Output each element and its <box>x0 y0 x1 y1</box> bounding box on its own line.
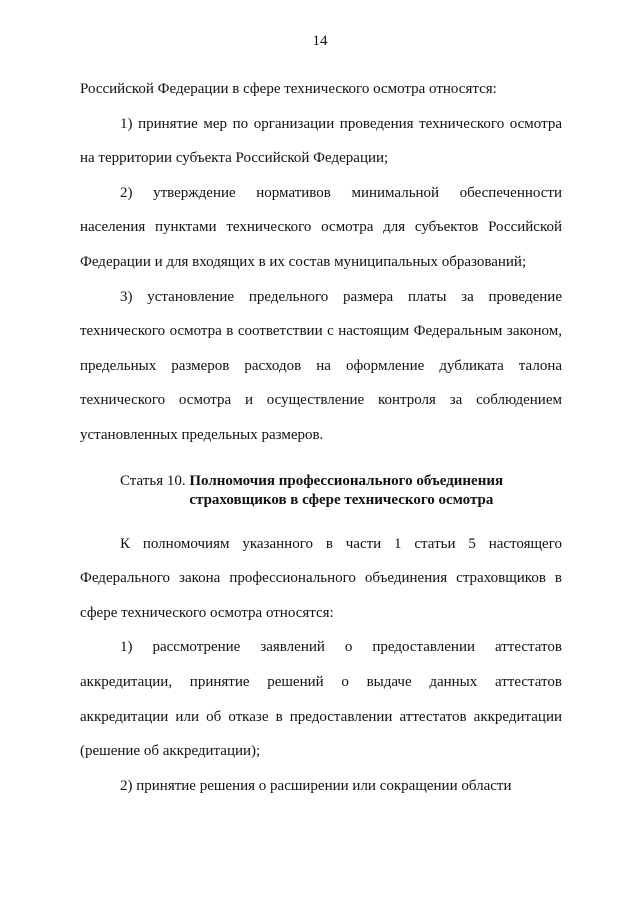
list-item: 1) рассмотрение заявлений о предоставлении аттестатов аккредитации, принятие решений о выдаче данных аттестатов аккредитации или об отказе в предоставлении аттестатов аккредитации (решение об аккредитации); <box>80 639 562 760</box>
article-intro-paragraph: К полномочиям указанного в части 1 статьи 5 настоящего Федерального закона профессионального объединения страховщиков в сфере технического осмотра относятся: <box>80 535 562 621</box>
page-number: 14 <box>312 33 328 49</box>
section-intro-paragraph: Российской Федерации в сфере технического осмотра относятся: <box>80 81 497 97</box>
article-title-line: Полномочия профессионального объединения <box>189 472 504 489</box>
list-item: 2) утверждение нормативов минимальной обеспеченности населения пунктами технического осмотра для субъектов Российской Федерации и для входящих в их состав муниципальных образований; <box>80 184 562 270</box>
list-item: 2) принятие решения о расширении или сокращении области <box>120 777 512 794</box>
article-heading <box>80 472 562 510</box>
document-body <box>80 72 562 803</box>
article-number: Статья 10. <box>120 472 190 489</box>
article-title-line: страховщиков в сфере технического осмотра <box>189 491 494 508</box>
article-title <box>189 472 503 510</box>
list-item: 1) принятие мер по организации проведения технического осмотра на территории субъекта Российской Федерации; <box>80 115 562 167</box>
list-item: 3) установление предельного размера платы за проведение технического осмотра в соответствии с настоящим Федеральным законом, предельных размеров расходов на оформление дубликата талона технического осмотра и осуществление контроля за соблюдением установленных предельных размеров. <box>80 288 562 443</box>
